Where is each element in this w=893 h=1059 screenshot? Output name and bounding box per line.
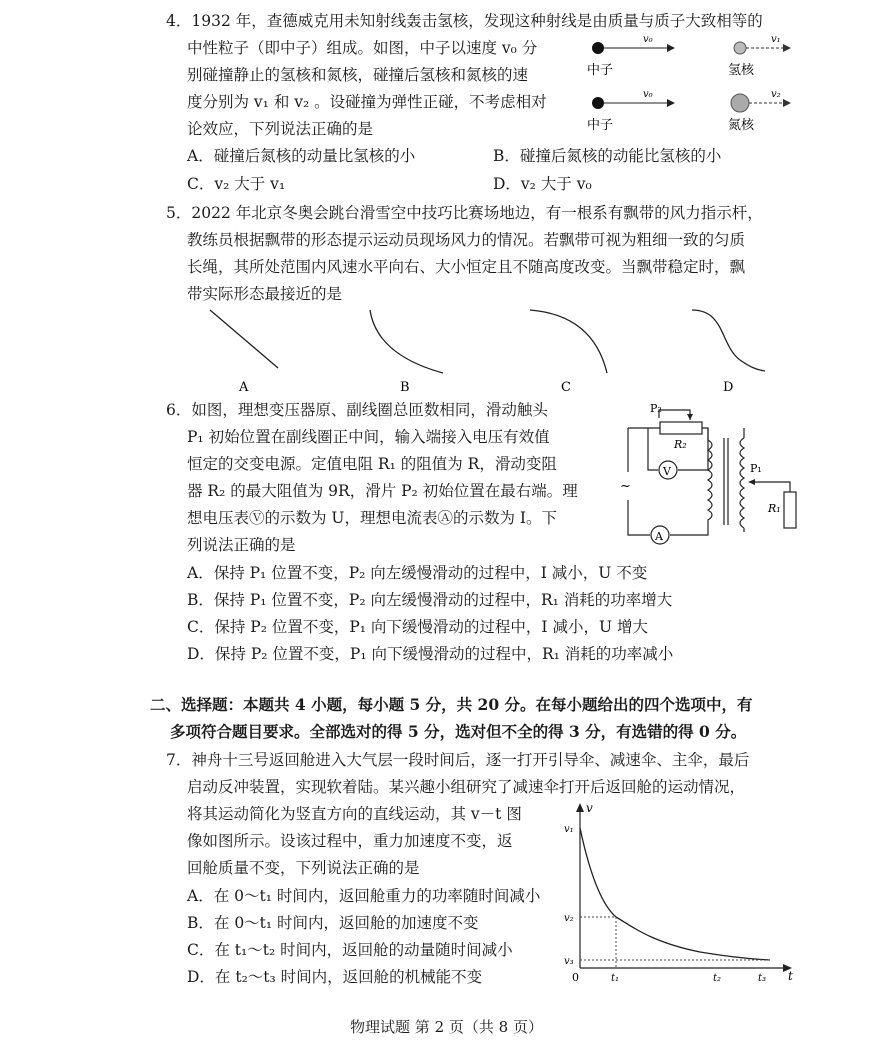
- q6-line-5: 想电压表Ⓥ的示数为 U，理想电流表Ⓐ的示数为 I。下: [187, 509, 558, 527]
- q7-line-5: 回舱质量不变，下列说法正确的是: [187, 859, 420, 877]
- q4-option-c: C．v₂ 大于 v₁: [187, 175, 286, 193]
- ribbon-label-c: C: [561, 380, 571, 395]
- q6-circuit-diagram: [590, 400, 800, 550]
- page-footer: 物理试题 第 2 页（共 8 页）: [350, 1018, 543, 1036]
- nitrogen-ball: [731, 94, 749, 112]
- r2-label: R₂: [674, 438, 687, 451]
- v-axis-label: v: [586, 801, 593, 815]
- q5-ribbon-shapes: [195, 305, 775, 395]
- q4-option-d: D．v₂ 大于 v₀: [493, 175, 592, 193]
- nitrogen-label: 氮核: [728, 118, 755, 133]
- q6-line-4: 器 R₂ 的最大阻值为 9R，滑片 P₂ 初始位置在最右端。理: [187, 482, 578, 500]
- hydrogen-ball: [734, 42, 746, 54]
- t3-tick: t₃: [758, 973, 767, 984]
- ribbon-shape-a: [210, 310, 278, 368]
- q6-option-b: B．保持 P₁ 位置不变，P₂ 向左缓慢滑动的过程中，R₁ 消耗的功率增大: [187, 591, 673, 609]
- q4-option-b: B．碰撞后氮核的动能比氢核的小: [493, 147, 722, 165]
- q6-option-c: C．保持 P₂ 位置不变，P₁ 向下缓慢滑动的过程中，I 减小，U 增大: [187, 618, 648, 636]
- q7-line-3: 将其运动简化为竖直方向的直线运动，其 v－t 图: [187, 805, 522, 823]
- voltmeter-label: V: [663, 465, 671, 478]
- vt-curve: [580, 828, 770, 960]
- q6-line-6: 列说法正确的是: [187, 536, 296, 554]
- section2-line-1: 二、选择题：本题共 4 小题，每小题 5 分，共 20 分。在每小题给出的四个选项中，有: [150, 695, 753, 714]
- q7-option-a: A．在 0～t₁ 时间内，返回舱重力的功率随时间减小: [187, 887, 541, 905]
- neutron-ball-1: [592, 42, 604, 54]
- q4-line-1: 4．1932 年，查德威克用未知射线轰击氢核，发现这种射线是由质量与质子大致相等的: [166, 12, 763, 30]
- resistor-r1: [784, 492, 796, 528]
- q5-line-3: 长绳，其所处范围内风速水平向右、大小恒定且不随高度改变。当飘带稳定时，飘: [187, 258, 746, 276]
- q7-option-c: C．在 t₁～t₂ 时间内，返回舱的动量随时间减小: [187, 941, 513, 959]
- q7-vt-graph: [560, 800, 800, 990]
- q4-option-a: A．碰撞后氮核的动量比氢核的小: [187, 147, 416, 165]
- q6-option-d: D．保持 P₂ 位置不变，P₁ 向下缓慢滑动的过程中，R₁ 消耗的功率减小: [187, 645, 674, 663]
- q4-line-4: 度分别为 v₁ 和 v₂ 。设碰撞为弹性正碰，不考虑相对: [187, 93, 547, 111]
- ribbon-shape-d: [692, 310, 765, 371]
- resistor-r2: [660, 422, 702, 434]
- q4-line-3: 别碰撞静止的氢核和氮核，碰撞后氢核和氮核的速: [187, 66, 529, 84]
- q7-line-2: 启动反冲装置，实现软着陆。某兴趣小组研究了减速伞打开后返回舱的运动情况，: [187, 778, 746, 796]
- v1-label: v₁: [771, 34, 781, 45]
- p2-label: P₂: [650, 402, 662, 415]
- neutron-ball-2: [592, 97, 604, 109]
- ribbon-label-d: D: [723, 380, 734, 395]
- q7-option-d: D．在 t₂～t₃ 时间内，返回舱的机械能不变: [187, 968, 483, 986]
- t-axis-label: t: [788, 969, 793, 983]
- hydrogen-label: 氢核: [728, 63, 755, 78]
- q5-line-2: 教练员根据飘带的形态提示运动员现场风力的情况。若飘带可视为粗细一致的匀质: [187, 231, 746, 249]
- q7-line-1: 7．神舟十三号返回舱进入大气层一段时间后，逐一打开引导伞、减速伞、主伞，最后: [166, 751, 750, 769]
- q6-line-1: 6．如图，理想变压器原、副线圈总匝数相同，滑动触头: [166, 401, 548, 419]
- t2-tick: t₂: [713, 973, 722, 984]
- q6-line-2: P₁ 初始位置在副线圈正中间，输入端接入电压有效值: [187, 428, 550, 446]
- v2-tick: v₂: [564, 913, 574, 924]
- q6-line-3: 恒定的交变电源。定值电阻 R₁ 的阻值为 R，滑动变阻: [187, 455, 557, 473]
- q7-option-b: B．在 0～t₁ 时间内，返回舱的加速度不变: [187, 914, 479, 932]
- q5-line-4: 带实际形态最接近的是: [187, 285, 343, 303]
- v0-label-2: v₀: [643, 89, 653, 100]
- t1-tick: t₁: [611, 973, 620, 984]
- q4-line-5: 论效应，下列说法正确的是: [187, 120, 374, 138]
- q7-line-4: 像如图所示。设该过程中，重力加速度不变，返: [187, 832, 513, 850]
- neutron-label-1: 中子: [587, 63, 614, 78]
- ribbon-label-b: B: [400, 380, 410, 395]
- q6-option-a: A．保持 P₁ 位置不变，P₂ 向左缓慢滑动的过程中，I 减小，U 不变: [187, 564, 648, 582]
- v2-label: v₂: [771, 89, 781, 100]
- ammeter-label: A: [655, 530, 663, 543]
- q5-line-1: 5．2022 年北京冬奥会跳台滑雪空中技巧比赛场地边，有一根系有飘带的风力指示杆，: [166, 204, 763, 222]
- ribbon-label-a: A: [239, 380, 249, 395]
- v0-label-1: v₀: [643, 34, 653, 45]
- section2-line-2: 多项符合题目要求。全部选对的得 5 分，选对但不全的得 3 分，有选错的得 0 分。: [170, 722, 747, 741]
- p1-label: P₁: [750, 462, 762, 475]
- neutron-label-2: 中子: [587, 118, 614, 133]
- ribbon-shape-b: [370, 310, 443, 373]
- r1-label: R₁: [768, 502, 781, 515]
- origin-label: 0: [572, 971, 579, 984]
- q4-line-2: 中性粒子（即中子）组成。如图，中子以速度 v₀ 分: [187, 39, 538, 57]
- v1-tick: v₁: [564, 824, 574, 835]
- ac-source-symbol: ~: [620, 479, 631, 494]
- v3-tick: v₃: [564, 956, 574, 967]
- q4-collision-figure: [585, 30, 805, 140]
- ribbon-shape-c: [530, 310, 607, 373]
